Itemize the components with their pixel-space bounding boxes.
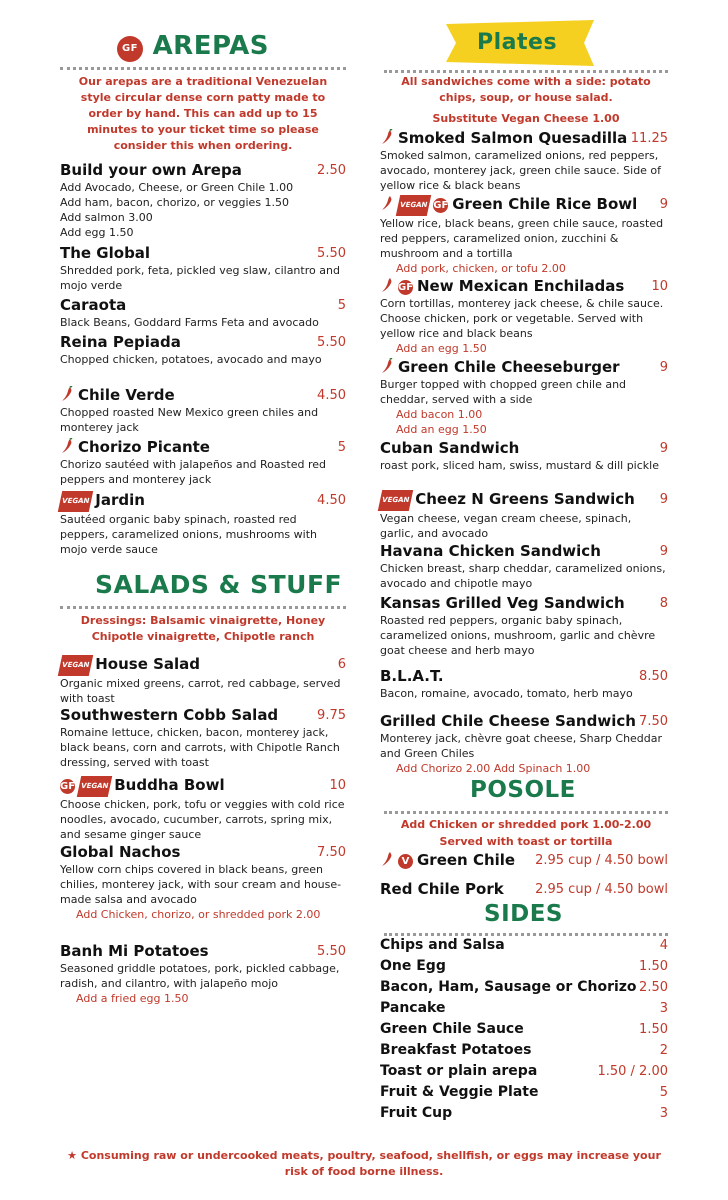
item-price: 6 [337,657,346,672]
gluten-free-icon: GF [60,781,76,792]
item-name: Breakfast Potatoes [380,1042,532,1058]
arepas-intro: Our arepas are a traditional Venezuelan style circular dense corn patty made to order by hand. This can add up to 15 minutes to your ticket time so please consider this when ordering. [78,75,328,152]
gluten-free-icon: GF [398,282,414,293]
item-price: 9 [659,492,668,507]
chile-pepper-icon [380,277,394,293]
vegan-badge-icon: VEGAN [378,490,414,511]
item-name: Smoked Salmon Quesadilla [398,129,628,147]
item-price: 9 [659,441,668,456]
item-name: House Salad [95,655,201,673]
star-icon: ★ [67,1149,77,1162]
item-desc: Organic mixed greens, carrot, red cabbage, served with toast [60,677,341,705]
item-name: Cuban Sandwich [380,439,520,457]
menu-item [60,296,346,330]
item-price: 5 [659,1085,668,1100]
item-desc: Shredded pork, feta, pickled veg slaw, cilantro and mojo verde [60,264,340,292]
salads-heading: SALADS & STUFF [95,570,343,599]
item-add: Add salmon 3.00 [60,211,153,224]
menu-item [60,333,346,367]
vegan-badge-icon: VEGAN [58,491,94,512]
side-item [380,1104,668,1124]
item-desc: Monterey jack, chèvre goat cheese, Sharp Cheddar and Green Chiles [380,732,663,760]
item-price: 5.50 [317,944,346,959]
arepas-title: AREPAS [152,31,269,61]
menu-item [60,491,346,557]
item-add: Add bacon 1.00 [396,408,483,421]
item-name: Buddha Bowl [114,776,225,794]
vegan-badge-icon: VEGAN [58,655,94,676]
item-desc: Black Beans, Goddard Farms Feta and avocado [60,316,319,329]
vegan-badge-icon: VEGAN [77,776,113,797]
item-add: Add Avocado, Cheese, or Green Chile 1.00 [60,181,294,194]
item-name: Grilled Chile Cheese Sandwich [380,712,636,730]
menu-item [60,843,346,922]
side-item [380,936,668,956]
item-desc: Chopped chicken, potatoes, avocado and mayo [60,353,322,366]
item-price: 7.50 [639,714,668,729]
item-desc: Vegan cheese, vegan cream cheese, spinach, garlic, and avocado [380,512,632,540]
chile-pepper-icon [60,386,74,402]
item-price: 1.50 / 2.00 [597,1064,668,1079]
menu-item [380,542,668,591]
menu-item [380,129,668,193]
menu-item [60,244,346,293]
item-price: 4.50 [317,493,346,508]
menu-item [60,942,346,1006]
item-add: Add pork, chicken, or tofu 2.00 [396,262,566,275]
item-desc: Yellow corn chips covered in black beans, green chilies, monterey jack, with sour cream and house-made salsa and avocado [60,863,342,906]
side-item [380,978,668,998]
item-add: Add ham, bacon, chorizo, or veggies 1.50 [60,196,290,209]
gluten-free-icon: GF [117,36,143,62]
item-name: Chorizo Picante [78,438,210,456]
item-price: 5.50 [317,246,346,261]
arepas-divider [60,67,346,70]
item-name: Build your own Arepa [60,161,242,179]
item-add: Add Chorizo 2.00 Add Spinach 1.00 [396,762,591,775]
item-name: One Egg [380,958,446,974]
item-name: Pancake [380,1000,446,1016]
chile-pepper-icon [60,438,74,454]
item-price: 10 [329,778,346,793]
item-price: 5 [337,298,346,313]
item-desc: Roasted red peppers, organic baby spinach, caramelized onions, mushroom, garlic and chèvre goat cheese and herb mayo [380,614,656,657]
chile-pepper-icon [380,195,394,211]
item-price: 9.75 [317,708,346,723]
item-add: Add an egg 1.50 [396,423,487,436]
item-price: 9 [659,197,668,212]
item-name: Reina Pepiada [60,333,181,351]
menu-item [60,776,346,842]
item-name: Southwestern Cobb Salad [60,706,279,724]
item-desc: Smoked salmon, caramelized onions, red peppers, avocado, monterey jack, green chile sauce. Side of yellow rice & black beans [380,149,662,192]
plates-divider [384,70,668,73]
menu-item [380,277,668,356]
item-price: 5 [337,440,346,455]
menu-item [380,880,668,899]
item-price: 1.50 [639,959,668,974]
item-name: B.L.A.T. [380,667,444,685]
item-desc: Chopped roasted New Mexico green chiles and monterey jack [60,406,319,434]
item-name: Green Chile Cheeseburger [398,358,620,376]
item-price: 8.50 [639,669,668,684]
item-desc: Seasoned griddle potatoes, pork, pickled cabbage, radish, and cilantro, with jalapeño mojo [60,962,340,990]
item-name: Fruit Cup [380,1105,453,1121]
item-name: Caraota [60,296,127,314]
footer-text: Consuming raw or undercooked meats, poultry, seafood, shellfish, or eggs may increase your risk of food borne illness. [80,1149,661,1178]
item-desc: Corn tortillas, monterey jack cheese, & chile sauce. Choose chicken, pork or vegetable. Served with yellow rice and black beans [380,297,664,340]
item-name: Banh Mi Potatoes [60,942,209,960]
item-name: Cheez N Greens Sandwich [415,490,635,508]
posole-sub: Served with toast or tortilla [439,835,613,848]
item-name: Green Chile Rice Bowl [452,195,638,213]
side-item [380,999,668,1019]
item-name: Fruit & Veggie Plate [380,1084,539,1100]
menu-item [380,490,668,541]
plates-sub: Substitute Vegan Cheese 1.00 [432,112,620,125]
item-price: 11.25 [630,131,668,146]
item-price: 2 [659,1043,668,1058]
menu-item [60,655,346,706]
side-item [380,1020,668,1040]
item-desc: Chicken breast, sharp cheddar, caramelized onions, avocado and chipotle mayo [380,562,666,590]
item-name: Chile Verde [78,386,175,404]
item-name: Toast or plain arepa [380,1063,538,1079]
menu-item [60,386,346,435]
food-safety-notice [60,1148,668,1180]
item-desc: Romaine lettuce, chicken, bacon, monterey jack, black beans, corn and carrots, with Chipotle Ranch dressing, served with toast [60,726,340,769]
item-add: Add an egg 1.50 [396,342,487,355]
item-desc: roast pork, sliced ham, swiss, mustard & dill pickle [380,459,659,472]
menu-item [60,161,346,240]
arepas-heading [117,31,269,62]
item-price: 2.50 [317,163,346,178]
item-desc: Burger topped with chopped green chile and cheddar, served with a side [380,378,627,406]
salads-divider [60,606,346,609]
item-price: 3 [659,1106,668,1121]
chile-pepper-icon [380,129,394,145]
item-price: 10 [651,279,668,294]
menu-item [380,594,668,658]
menu-item [60,438,346,487]
chile-pepper-icon [380,851,394,867]
item-price: 5.50 [317,335,346,350]
chile-pepper-icon [380,358,394,374]
item-name: Green Chile [417,851,516,869]
posole-intro: Add Chicken or shredded pork 1.00-2.00 [400,818,652,831]
item-price: 2.50 [639,980,668,995]
gluten-free-icon: GF [433,200,449,211]
item-desc: Bacon, romaine, avocado, tomato, herb mayo [380,687,633,700]
menu-item [380,195,668,276]
side-item [380,1083,668,1103]
item-price: 9 [659,544,668,559]
plates-intro: All sandwiches come with a side: potato chips, soup, or house salad. [401,75,651,104]
item-price: 4.50 [317,388,346,403]
item-price: 2.95 cup / 4.50 bowl [535,853,668,868]
vegan-badge-icon: VEGAN [396,195,432,216]
item-desc: Chorizo sautéed with jalapeños and Roasted red peppers and monterey jack [60,458,326,486]
sides-heading: SIDES [484,901,563,927]
item-name: Havana Chicken Sandwich [380,542,601,560]
menu-item [380,712,668,776]
item-price: 8 [659,596,668,611]
item-desc: Sautéed organic baby spinach, roasted red peppers, caramelized onions, mushrooms with mojo verde sauce [60,513,317,556]
item-price: 2.95 cup / 4.50 bowl [535,882,668,897]
item-name: New Mexican Enchiladas [417,277,625,295]
menu-item [380,667,668,701]
item-name: Jardin [95,491,145,509]
item-add: Add a fried egg 1.50 [76,992,189,1005]
item-price: 4 [659,938,668,953]
posole-heading: POSOLE [470,777,576,803]
item-name: The Global [60,244,151,262]
plates-title: Plates [477,30,558,55]
item-price: 3 [659,1001,668,1016]
item-desc: Choose chicken, pork, tofu or veggies with cold rice noodles, avocado, cucumber, carrots, spring mix, and sesame ginger sauce [60,798,345,841]
item-name: Green Chile Sauce [380,1021,524,1037]
side-item [380,1041,668,1061]
item-name: Global Nachos [60,843,181,861]
posole-divider [384,811,668,814]
item-name: Chips and Salsa [380,937,505,953]
side-item [380,957,668,977]
item-add: Add egg 1.50 [60,226,134,239]
side-item [380,1062,668,1082]
menu-item [60,706,346,770]
salads-intro: Dressings: Balsamic vinaigrette, Honey Chipotle vinaigrette, Chipotle ranch [80,614,326,643]
item-add: Add Chicken, chorizo, or shredded pork 2.00 [76,908,321,921]
menu-item [380,851,668,870]
item-desc: Yellow rice, black beans, green chile sauce, roasted red peppers, caramelized onion, zucchini & mushroom and a tortilla [380,217,664,260]
menu-item [380,439,668,473]
item-name: Red Chile Pork [380,880,504,898]
item-price: 1.50 [639,1022,668,1037]
item-name: Kansas Grilled Veg Sandwich [380,594,625,612]
vegetarian-icon: V [398,854,413,869]
item-price: 9 [659,360,668,375]
menu-item [380,358,668,437]
item-name: Bacon, Ham, Sausage or Chorizo [380,979,637,995]
item-price: 7.50 [317,845,346,860]
